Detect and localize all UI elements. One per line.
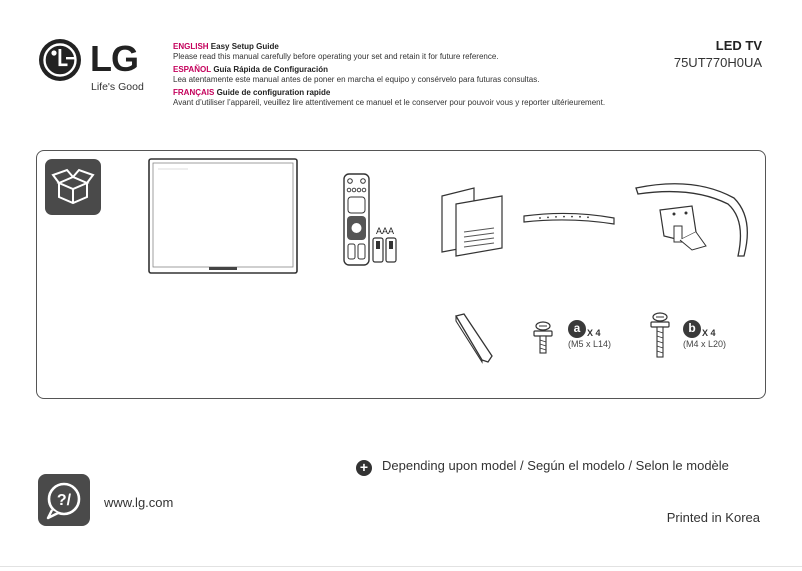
- screw-a-size: (M5 x L14): [568, 339, 612, 349]
- website-link[interactable]: www.lg.com: [104, 495, 174, 510]
- screw-b-size: (M4 x L20): [683, 339, 727, 349]
- model-note-text: Depending upon model / Según el modelo / Selon le modèle: [382, 458, 729, 473]
- brand-slogan: Life's Good: [91, 81, 144, 93]
- batteries-illustration: [372, 224, 398, 264]
- remote-control-illustration: [343, 173, 371, 267]
- screw-a-quantity: X 4: [587, 328, 601, 338]
- intro-french: [173, 88, 643, 108]
- intro-spanish: [173, 65, 643, 85]
- lg-logo: [38, 38, 150, 94]
- svg-text:?/: ?/: [56, 492, 72, 509]
- intro-block: [173, 42, 643, 111]
- brand-name: LG: [90, 38, 138, 79]
- guide-title: Guide de configuration rapide: [216, 88, 331, 97]
- screw-b-label: [683, 320, 726, 349]
- product-type: LED TV: [715, 38, 762, 53]
- lg-logo-icon: [38, 38, 82, 82]
- manuals-illustration: [440, 186, 508, 258]
- intro-text: Avant d’utiliser l’appareil, veuillez lire attentivement ce manuel et le conserver pour pouvoir vous y reporter ultérieurement.: [173, 98, 606, 107]
- language-name: FRANÇAIS: [173, 88, 215, 97]
- guide-title: Guía Rápida de Configuración: [213, 65, 328, 74]
- open-box-icon: [45, 159, 101, 215]
- language-name: ENGLISH: [173, 42, 209, 51]
- battery-label: AAA: [375, 226, 395, 236]
- tv-illustration: [148, 157, 300, 277]
- guide-title: Easy Setup Guide: [210, 42, 279, 51]
- model-number: 75UT770H0UA: [673, 55, 762, 70]
- screw-a-badge: a: [568, 320, 586, 338]
- screw-a-label: [568, 320, 611, 349]
- cable-holder-illustration: [452, 312, 496, 364]
- intro-text: Lea atentamente este manual antes de poner en marcha el equipo y consérvelo para futuras consultas.: [173, 75, 540, 84]
- plus-circle-icon: +: [356, 460, 372, 476]
- printed-in: Printed in Korea: [666, 510, 760, 525]
- screw-b-illustration: [648, 311, 672, 361]
- intro-text: Please read this manual carefully before operating your set and retain it for future reference.: [173, 52, 499, 61]
- stand-cover-illustration: [522, 208, 618, 230]
- screw-b-badge: b: [683, 320, 701, 338]
- screw-b-quantity: X 4: [702, 328, 716, 338]
- stand-illustration: [634, 180, 752, 260]
- intro-english: [173, 42, 643, 62]
- footer-divider: [0, 566, 802, 567]
- help-bubble-icon: [38, 474, 90, 526]
- screw-a-illustration: [531, 320, 555, 356]
- language-name: ESPAÑOL: [173, 65, 212, 74]
- model-note: [356, 458, 729, 476]
- product-info: [674, 38, 762, 70]
